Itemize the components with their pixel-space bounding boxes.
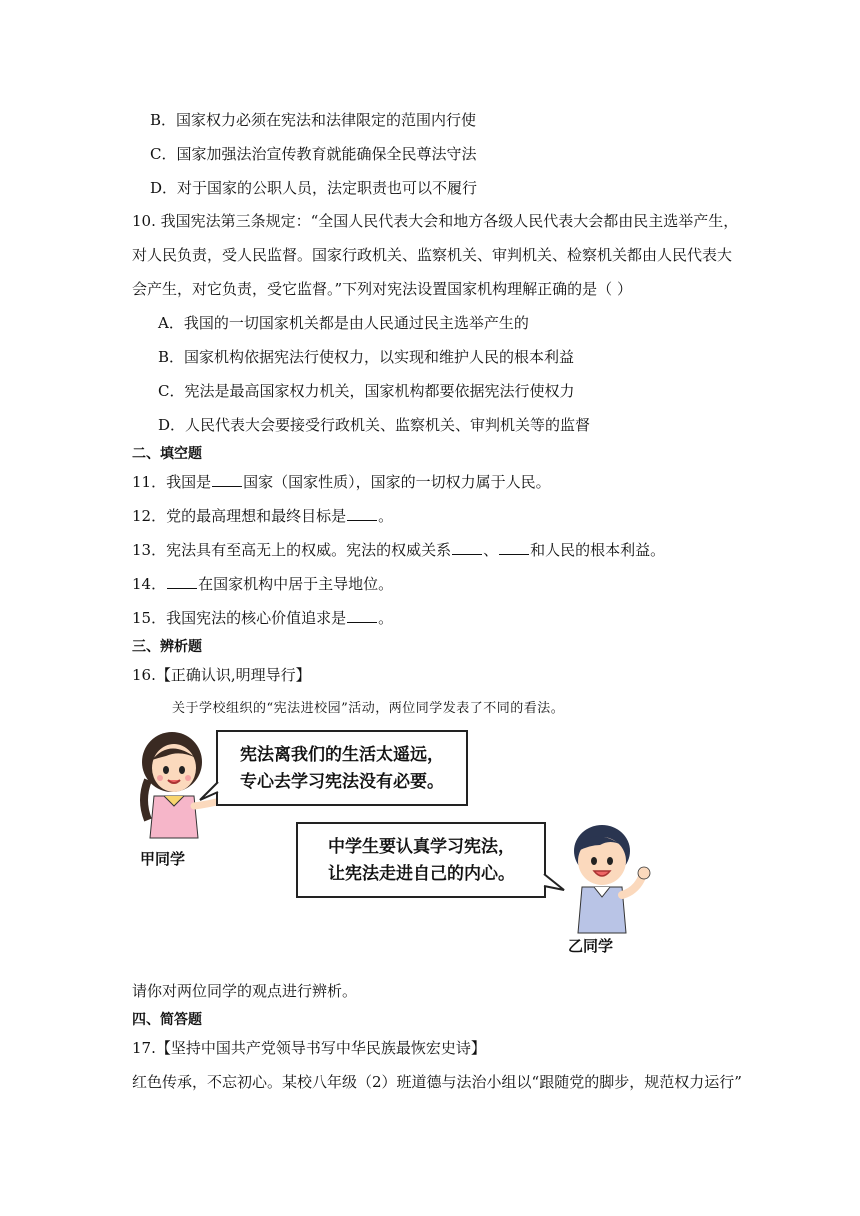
section-3-heading: 三、辨析题 <box>132 639 202 655</box>
q11-blank <box>212 472 242 487</box>
option-b-prev: B．国家权力必须在宪法和法律限定的范围内行使 <box>150 111 477 129</box>
speech-bubble-jia <box>216 730 468 806</box>
q13-text-b: 、 <box>483 541 499 559</box>
q10-option-c: C．宪法是最高国家权力机关，国家机构都要依据宪法行使权力 <box>158 382 575 400</box>
q14-blank <box>167 574 197 589</box>
q14-text-a: 14． <box>132 575 167 593</box>
q14 <box>132 573 742 595</box>
q13-blank-2 <box>499 540 529 555</box>
q15 <box>132 607 742 629</box>
q10-option-b: B．国家机构依据宪法行使权力，以实现和维护人民的根本利益 <box>158 348 575 366</box>
q13-blank-1 <box>452 540 482 555</box>
q11-text-a: 11．我国是 <box>132 473 212 491</box>
q11-text-b: 国家（国家性质），国家的一切权力属于人民。 <box>243 473 551 491</box>
bubble2-line-1: 中学生要认真学习宪法， <box>328 837 515 857</box>
name-label-yi: 乙同学 <box>568 937 614 955</box>
q16-title: 16.【正确认识,明理导行】 <box>132 666 311 684</box>
q13-text-a: 13．宪法具有至高无上的权威。宪法的权威关系 <box>132 541 452 559</box>
q12-text-b: 。 <box>378 507 394 525</box>
bubble1-line-1: 宪法离我们的生活太遥远， <box>240 745 444 765</box>
name-label-jia: 甲同学 <box>140 850 186 868</box>
q17-text: 红色传承，不忘初心。某校八年级（2）班道德与法治小组以“跟随党的脚步，规范权力运行” <box>132 1073 742 1091</box>
q10-line-2: 对人民负责，受人民监督。国家行政机关、监察机关、审判机关、检察机关都由人民代表大 <box>132 246 733 264</box>
q12-text-a: 12．党的最高理想和最终目标是 <box>132 507 347 525</box>
speech-bubble-yi <box>296 822 546 898</box>
section-4-heading: 四、简答题 <box>132 1012 202 1028</box>
q13 <box>132 539 742 561</box>
bubble1-tail <box>198 780 220 804</box>
q12 <box>132 505 742 527</box>
q10-line-3: 会产生，对它负责，受它监督。”下列对宪法设置国家机构理解正确的是（ ） <box>132 280 632 298</box>
q15-blank <box>347 608 377 623</box>
bubble2-line-2: 让宪法走进自己的内心。 <box>328 864 515 884</box>
q14-text-b: 在国家机构中居于主导地位。 <box>198 575 394 593</box>
bubble1-line-2: 专心去学习宪法没有必要。 <box>240 772 444 792</box>
q15-text-b: 。 <box>378 609 394 627</box>
option-c-prev: C．国家加强法治宣传教育就能确保全民尊法守法 <box>150 145 477 163</box>
q13-text-c: 和人民的根本利益。 <box>530 541 666 559</box>
q16-prompt: 请你对两位同学的观点进行辨析。 <box>132 982 358 1000</box>
q12-blank <box>347 506 377 521</box>
q15-text-a: 15．我国宪法的核心价值追求是 <box>132 609 347 627</box>
q10-line-1: 10. 我国宪法第三条规定：“全国人民代表大会和地方各级人民代表大会都由民主选举产生， <box>132 212 739 230</box>
option-d-prev: D．对于国家的公职人员，法定职责也可以不履行 <box>150 179 478 197</box>
q10-option-d: D．人民代表大会要接受行政机关、监察机关、审判机关等的监督 <box>158 416 591 434</box>
cartoon-caption: 关于学校组织的“宪法进校园”活动，两位同学发表了不同的看法。 <box>172 701 565 716</box>
boy-illustration <box>560 815 660 940</box>
q10-option-a: A．我国的一切国家机关都是由人民通过民主选举产生的 <box>158 314 529 332</box>
q17-title: 17.【坚持中国共产党领导书写中华民族最恢宏史诗】 <box>132 1039 486 1057</box>
section-2-heading: 二、填空题 <box>132 446 202 462</box>
q11 <box>132 471 742 493</box>
